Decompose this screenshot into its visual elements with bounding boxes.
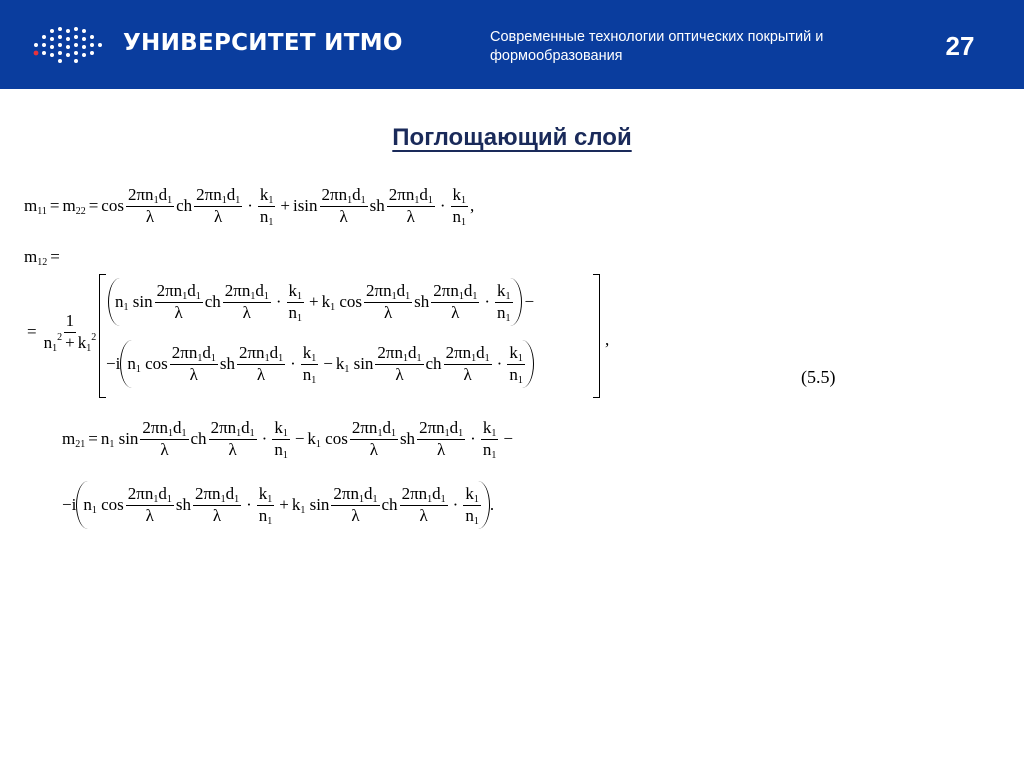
right-bracket	[593, 274, 600, 398]
equation-m21-line1: $m_{21}$ = $n_1$ sin $2\pi n_1d_1$ λ ch $2\pi n_1d_1$ λ · $k_1$ $n_1$ − $k_1$ cos $2\pi n_1d_1$ λ sh $2\pi n_1d_1$ λ · $k_1$ $n_1$ −	[62, 418, 513, 461]
equation-m21-line2: − i $n_1$ cos $2\pi n_1d_1$ λ sh $2\pi n_1d_1$ λ · $k_1$ $n_1$ + $k_1$ sin $2\pi n_1d_1$ λ ch $2\pi n_1d_1$ λ · $k_1$ $n_1$ .	[62, 481, 494, 529]
page-number: 27	[945, 31, 975, 61]
equation-number: (5.5)	[801, 367, 836, 387]
equation-m12-prefactor: = $\frac{1}{n_1^2 + k_1^2}$	[27, 311, 97, 354]
equation-m12-lhs: $m_{12}$ =	[24, 247, 60, 268]
m22-symbol: $m_{22}$	[62, 196, 86, 218]
fraction: $2\pi n_1d_1$ λ	[388, 185, 433, 226]
left-bracket	[99, 274, 106, 398]
equation-m11-m22: $m_{11}$ = $m_{22}$ = cos $2\pi n_1d_1$ λ ch $2\pi n_1d_1$ λ · $k_1$ $n_1$ + isin $2\pi n_1d_1$ λ sh $2\pi n_1d_1$ λ · $k_1$ $n_1$ ,	[24, 185, 475, 228]
parenthesis-group: $n_1$ sin $2\pi n_1d_1$ λ ch $2\pi n_1d_1$ λ · $k_1$ $n_1$ + $k_1$ cos $2\pi n_1d_1$ λ sh $2\pi n_1d_1$ λ · $k_1$ $n_1$	[108, 278, 522, 326]
fraction: $k_1$ $n_1$	[259, 185, 274, 228]
equation-m12-line1: $n_1$ sin $2\pi n_1d_1$ λ ch $2\pi n_1d_1$ λ · $k_1$ $n_1$ + $k_1$ cos $2\pi n_1d_1$ λ sh $2\pi n_1d_1$ λ · $k_1$ $n_1$ −	[108, 278, 537, 326]
fraction: $2\pi n_1d_1$ λ	[321, 185, 366, 226]
slide-title: Поглощающий слой	[392, 124, 632, 151]
fraction: $\frac{1}{n_1^2 + k_1^2}$	[43, 311, 97, 354]
equation-m12-line2: − i $n_1$ cos $2\pi n_1d_1$ λ sh $2\pi n_1d_1$ λ · $k_1$ $n_1$ − $k_1$ sin $2\pi n_1d_1$ λ ch $2\pi n_1d_1$ λ · $k_1$ $n_1$	[106, 340, 534, 388]
parenthesis-group: $n_1$ cos $2\pi n_1d_1$ λ sh $2\pi n_1d_1$ λ · $k_1$ $n_1$ + $k_1$ sin $2\pi n_1d_1$ λ ch $2\pi n_1d_1$ λ · $k_1$ $n_1$	[76, 481, 490, 529]
fraction: $k_1$ $n_1$	[452, 185, 467, 228]
logo-text: УНИВЕРСИТЕТ ИТМО	[123, 30, 403, 56]
header-bar	[0, 0, 1024, 89]
fraction: $2\pi n_1d_1$ λ	[127, 185, 173, 226]
itmo-logo-icon	[30, 22, 112, 68]
parenthesis-group: $n_1$ cos $2\pi n_1d_1$ λ sh $2\pi n_1d_1$ λ · $k_1$ $n_1$ − $k_1$ sin $2\pi n_1d_1$ λ ch $2\pi n_1d_1$ λ · $k_1$ $n_1$	[120, 340, 534, 388]
course-title: Современные технологии оптических покрытий и формообразования	[490, 29, 824, 64]
comma: ,	[605, 330, 610, 349]
m11-symbol: $m_{11}$	[24, 196, 47, 218]
fraction: $2\pi n_1d_1$ λ	[196, 185, 241, 226]
